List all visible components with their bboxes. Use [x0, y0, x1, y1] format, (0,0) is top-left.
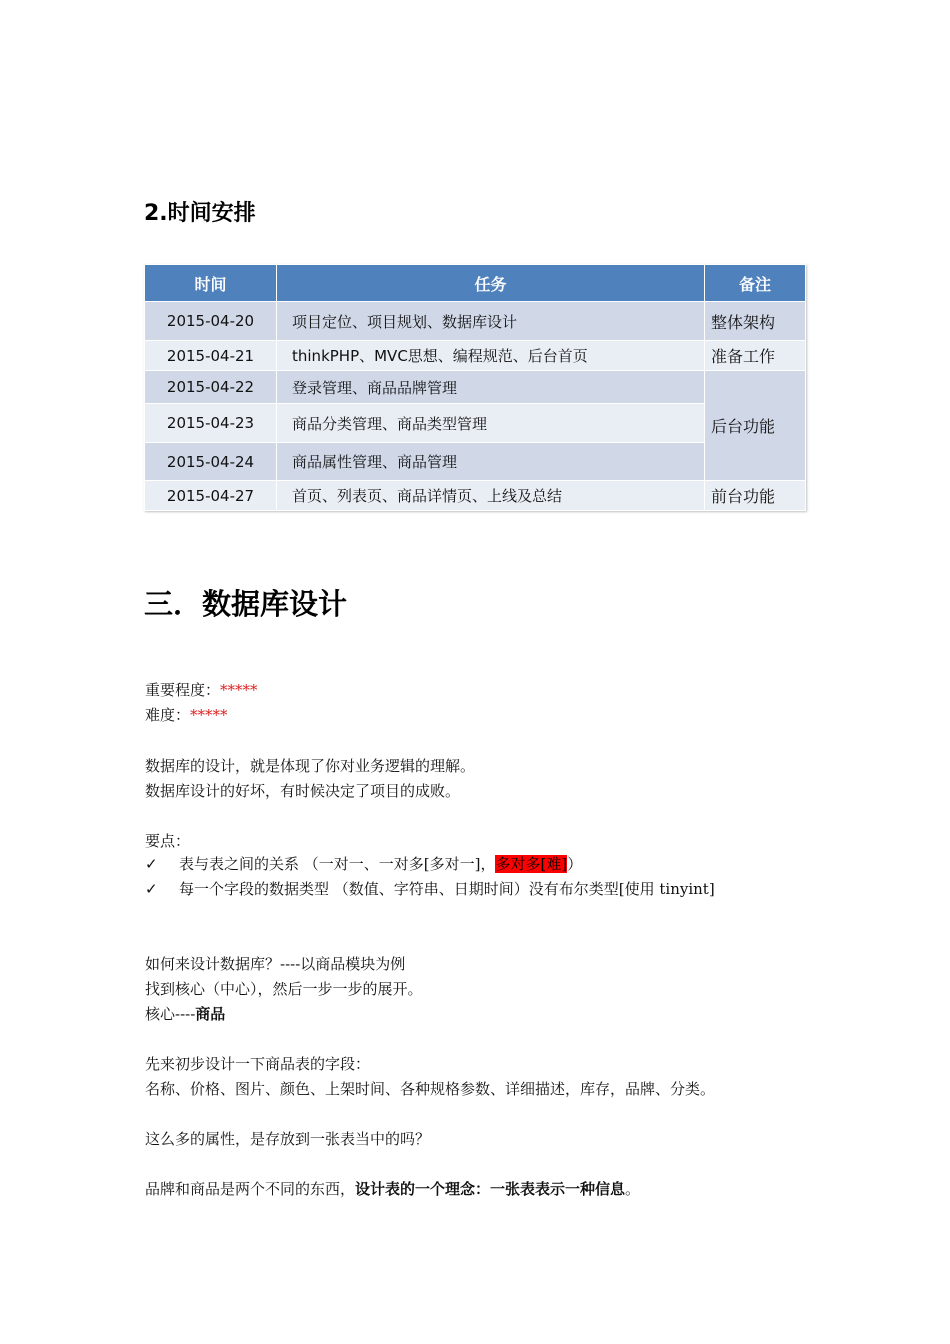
section-heading: 2.时间安排	[144, 201, 256, 226]
key-point-item	[145, 854, 582, 874]
difficulty-label: 难度：	[145, 706, 191, 724]
design-core-line	[145, 1004, 225, 1024]
row-date: 2015-04-24	[145, 443, 277, 481]
row-note: 准备工作	[705, 341, 806, 371]
intro-line: 数据库的设计，就是体现了你对业务逻辑的理解。	[145, 757, 476, 775]
header-note: 备注	[705, 265, 806, 302]
table-header-row	[145, 265, 806, 302]
importance-stars: *****	[220, 681, 258, 699]
conclusion-suffix: 。	[625, 1180, 641, 1198]
row-task: 商品分类管理、商品类型管理	[277, 404, 705, 443]
table-row	[145, 481, 806, 511]
row-task: 登录管理、商品品牌管理	[277, 371, 705, 404]
core-prefix: 核心----	[145, 1005, 196, 1023]
fields-line: 先来初步设计一下商品表的字段：	[145, 1055, 371, 1073]
conclusion-bold: 设计表的一个理念：一张表表示一种信息	[355, 1180, 626, 1198]
design-line: 如何来设计数据库？----以商品模块为例	[145, 955, 406, 973]
design-line: 找到核心（中心），然后一步一步的展开。	[145, 980, 423, 998]
importance-label: 重要程度：	[145, 681, 221, 699]
fields-line: 名称、价格、图片、颜色、上架时间、各种规格参数、详细描述，库存，品牌、分类。	[145, 1080, 716, 1098]
key-point-tail: ）	[567, 855, 583, 873]
row-task: 项目定位、项目规划、数据库设计	[277, 302, 705, 341]
difficulty-line	[145, 705, 228, 725]
checkmark-icon: ✓	[145, 855, 158, 873]
table-row	[145, 371, 806, 404]
row-note: 前台功能	[705, 481, 806, 511]
key-point-text: 每一个字段的数据类型 （数值、字符串、日期时间）没有布尔类型[使用 tinyint]	[179, 880, 715, 898]
row-note: 后台功能	[705, 371, 806, 481]
conclusion-line	[145, 1179, 640, 1199]
row-date: 2015-04-27	[145, 481, 277, 511]
key-point-item	[145, 879, 715, 899]
intro-line: 数据库设计的好坏，有时候决定了项目的成败。	[145, 782, 461, 800]
checkmark-icon: ✓	[145, 880, 158, 898]
row-note: 整体架构	[705, 302, 806, 341]
chapter-heading: 三．数据库设计	[144, 587, 348, 621]
importance-line	[145, 680, 258, 700]
header-time: 时间	[145, 265, 277, 302]
row-date: 2015-04-22	[145, 371, 277, 404]
row-task: thinkPHP、MVC思想、编程规范、后台首页	[277, 341, 705, 371]
conclusion-prefix: 品牌和商品是两个不同的东西，	[145, 1180, 356, 1198]
row-date: 2015-04-23	[145, 404, 277, 443]
row-date: 2015-04-20	[145, 302, 277, 341]
row-task: 首页、列表页、商品详情页、上线及总结	[277, 481, 705, 511]
table-row	[145, 341, 806, 371]
core-bold: 商品	[195, 1005, 226, 1023]
question-line: 这么多的属性，是存放到一张表当中的吗？	[145, 1130, 431, 1148]
header-task: 任务	[277, 265, 705, 302]
key-points-label: 要点：	[145, 832, 191, 850]
row-task: 商品属性管理、商品管理	[277, 443, 705, 481]
highlighted-text: 多对多[难]	[495, 855, 568, 873]
row-date: 2015-04-21	[145, 341, 277, 371]
key-point-text: 表与表之间的关系 （一对一、一对多[多对一]，	[179, 855, 496, 873]
schedule-table	[144, 264, 806, 511]
difficulty-stars: *****	[190, 706, 228, 724]
table-row	[145, 302, 806, 341]
